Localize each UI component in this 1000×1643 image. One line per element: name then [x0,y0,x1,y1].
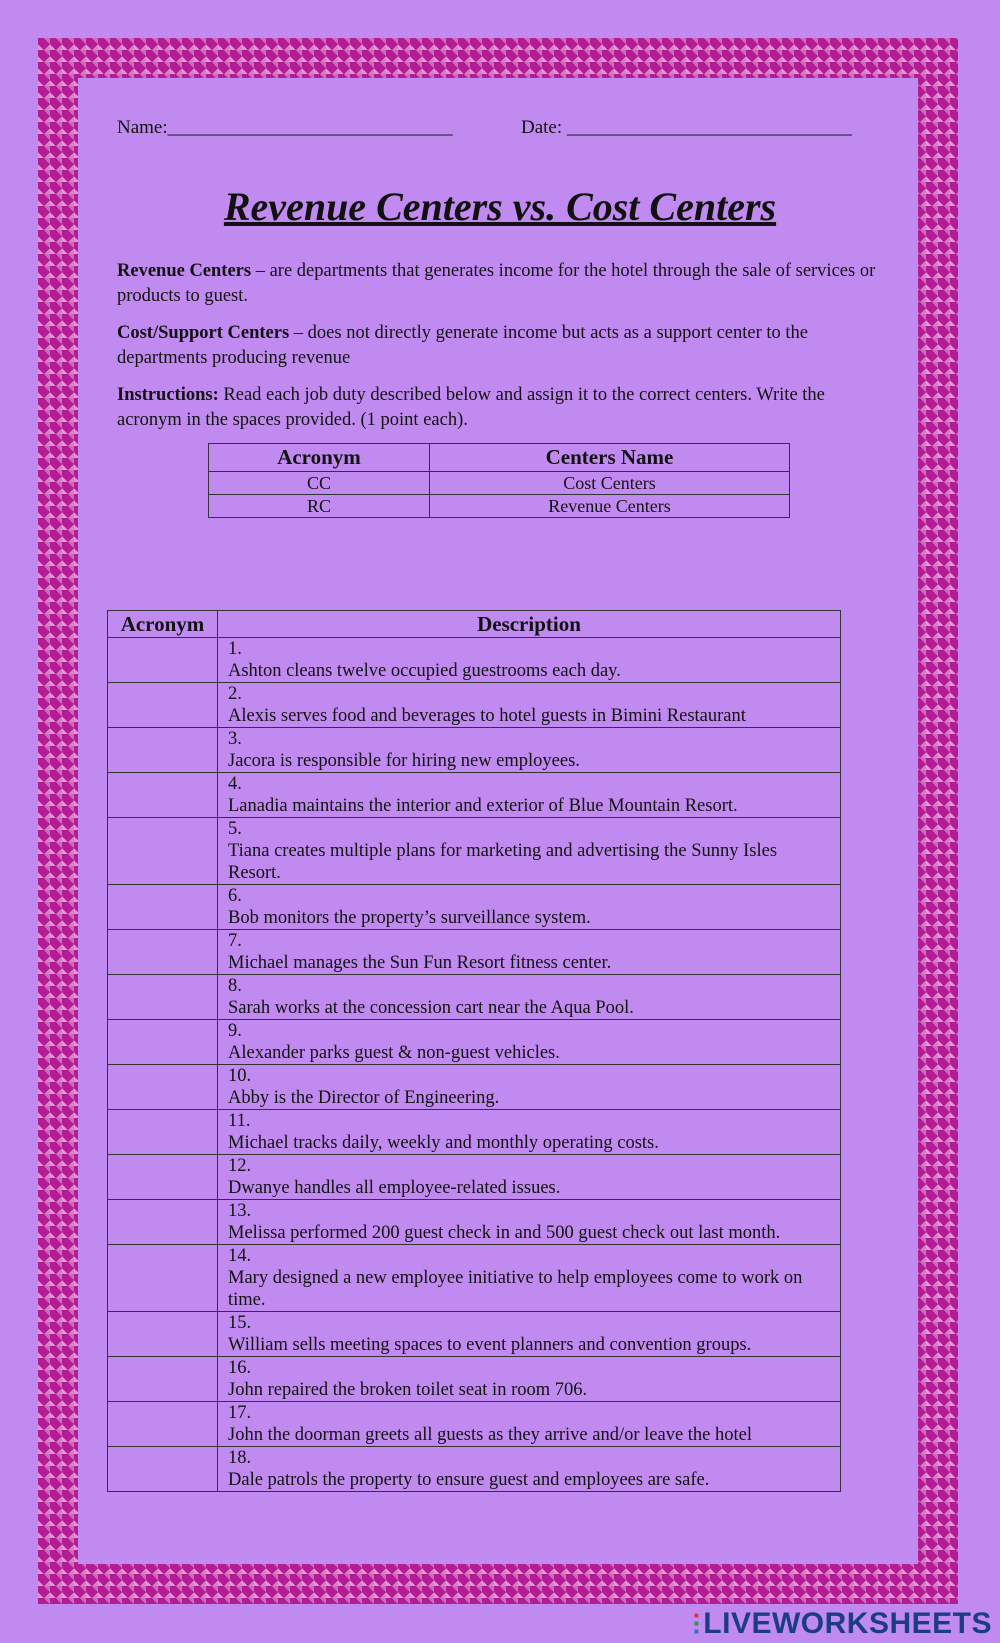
duty-row [108,728,841,773]
duty-description [218,1200,841,1245]
duty-number: 17. [228,1403,252,1423]
duty-number: 10. [228,1066,252,1086]
duty-description [218,1110,841,1155]
duty-number: 5. [228,819,242,839]
duty-text: Mary designed a new employee initiative to help employees come to work on time. [228,1268,803,1310]
answer-input-cell[interactable] [108,1065,218,1110]
duty-description [218,930,841,975]
instructions-term: Instructions: [117,385,219,405]
duty-text: Michael manages the Sun Fun Resort fitness center. [228,953,612,973]
duty-description [218,1402,841,1447]
duty-description [218,1447,841,1492]
duty-row [108,1110,841,1155]
answer-input-cell[interactable] [108,1447,218,1492]
duty-description [218,1357,841,1402]
duty-number: 11. [228,1111,251,1131]
key-acronym: RC [209,495,430,518]
duty-text: Michael tracks daily, weekly and monthly operating costs. [228,1133,659,1153]
instructions [117,383,877,433]
answer-input-cell[interactable] [108,1402,218,1447]
duty-description [218,818,841,885]
duty-text: Ashton cleans twelve occupied guestrooms each day. [228,661,621,681]
duty-row [108,818,841,885]
date-field[interactable]: Date: ______________________________ [521,117,852,138]
duty-description [218,773,841,818]
duty-description [218,1155,841,1200]
duty-text: Tiana creates multiple plans for marketing and advertising the Sunny Isles Resort. [228,841,778,883]
cost-term: Cost/Support Centers [117,323,290,343]
duty-row [108,683,841,728]
duty-number: 8. [228,976,242,996]
answer-input-cell[interactable] [108,1110,218,1155]
liveworksheets-logo [694,1607,992,1641]
duty-header-acronym: Acronym [108,611,218,638]
duty-number: 7. [228,931,242,951]
duty-row [108,975,841,1020]
key-center-name: Cost Centers [430,472,790,495]
duty-text: Lanadia maintains the interior and exterior of Blue Mountain Resort. [228,796,738,816]
instructions-text: Read each job duty described below and assign it to the correct centers. Write the acronym in the spaces provided. (1 point each). [117,385,825,430]
duty-description [218,1312,841,1357]
duty-description [218,683,841,728]
duty-description [218,885,841,930]
answer-input-cell[interactable] [108,818,218,885]
duty-description [218,1065,841,1110]
duty-text: Abby is the Director of Engineering. [228,1088,500,1108]
cost-definition [117,321,877,371]
duty-number: 1. [228,639,242,659]
duty-description [218,728,841,773]
job-duty-table [107,610,841,1492]
duty-row [108,1155,841,1200]
duty-description [218,975,841,1020]
duty-number: 15. [228,1313,252,1333]
key-acronym: CC [209,472,430,495]
duty-row [108,1200,841,1245]
duty-table-header [108,611,841,638]
key-header-acronym: Acronym [209,444,430,472]
duty-text: John repaired the broken toilet seat in room 706. [228,1380,588,1400]
duty-text: Melissa performed 200 guest check in and 500 guest check out last month. [228,1223,781,1243]
duty-number: 13. [228,1201,252,1221]
duty-number: 4. [228,774,242,794]
answer-input-cell[interactable] [108,1312,218,1357]
revenue-term: Revenue Centers [117,261,252,281]
duty-number: 18. [228,1448,252,1468]
duty-text: Jacora is responsible for hiring new employees. [228,751,580,771]
duty-text: Alexis serves food and beverages to hotel guests in Bimini Restaurant [228,706,746,726]
duty-row [108,773,841,818]
key-row [209,472,790,495]
duty-header-description: Description [218,611,841,638]
duty-row [108,930,841,975]
key-center-name: Revenue Centers [430,495,790,518]
duty-number: 6. [228,886,242,906]
answer-input-cell[interactable] [108,728,218,773]
answer-input-cell[interactable] [108,638,218,683]
duty-row [108,1357,841,1402]
duty-number: 2. [228,684,242,704]
duty-text: Bob monitors the property’s surveillance system. [228,908,591,928]
answer-input-cell[interactable] [108,1155,218,1200]
answer-input-cell[interactable] [108,1357,218,1402]
duty-description [218,638,841,683]
duty-number: 16. [228,1358,252,1378]
logo-text: LIVEWORKSHEETS [703,1607,992,1640]
duty-text: Alexander parks guest & non-guest vehicles. [228,1043,560,1063]
name-field[interactable]: Name:______________________________ [117,117,453,138]
duty-row [108,1020,841,1065]
duty-row [108,1402,841,1447]
duty-row [108,885,841,930]
duty-text: Sarah works at the concession cart near the Aqua Pool. [228,998,634,1018]
key-header-centers-name: Centers Name [430,444,790,472]
duty-number: 3. [228,729,242,749]
answer-input-cell[interactable] [108,683,218,728]
duty-description [218,1245,841,1312]
acronym-key-table [208,443,790,518]
cost-text: – does not directly generate income but acts as a support center to the departments producing revenue [117,323,809,368]
revenue-definition [117,259,877,309]
answer-input-cell[interactable] [108,1200,218,1245]
duty-number: 14. [228,1246,252,1266]
key-table-header [209,444,790,472]
duty-row [108,1447,841,1492]
page-title: Revenue Centers vs. Cost Centers [223,184,777,229]
duty-number: 12. [228,1156,252,1176]
duty-text: Dwanye handles all employee-related issues. [228,1178,561,1198]
duty-row [108,1312,841,1357]
key-row [209,495,790,518]
answer-input-cell[interactable] [108,930,218,975]
duty-description [218,1020,841,1065]
duty-row [108,1065,841,1110]
duty-row [108,638,841,683]
answer-input-cell[interactable] [108,885,218,930]
answer-input-cell[interactable] [108,773,218,818]
duty-row [108,1245,841,1312]
answer-input-cell[interactable] [108,1020,218,1065]
answer-input-cell[interactable] [108,975,218,1020]
answer-input-cell[interactable] [108,1245,218,1312]
revenue-text: – are departments that generates income for the hotel through the sale of services or products to guest. [117,261,876,306]
duty-text: Dale patrols the property to ensure guest and employees are safe. [228,1470,710,1490]
duty-text: William sells meeting spaces to event planners and convention groups. [228,1335,752,1355]
duty-text: John the doorman greets all guests as they arrive and/or leave the hotel [228,1425,752,1445]
duty-number: 9. [228,1021,242,1041]
logo-icon: ■ ■ ■ [693,1611,700,1636]
